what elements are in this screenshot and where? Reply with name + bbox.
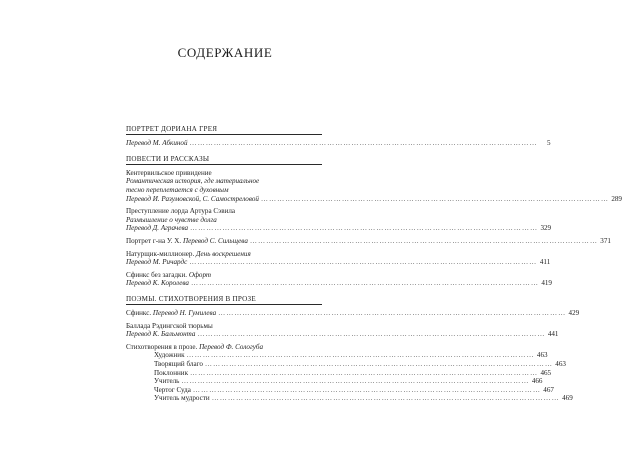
subentry-page-number: 463 (536, 351, 548, 360)
entry-subtitle: тесно переплетается с духовным (126, 185, 229, 194)
toc-entry-prose-poems (126, 342, 573, 403)
section-rule (126, 134, 322, 135)
dot-leader: ………………………………………………………………………………………………………………… (189, 258, 538, 267)
entry-title: Стихотворения в прозе. (126, 342, 198, 351)
entry-title: Портрет г-на У. Х. (126, 236, 182, 245)
toc-entry-dorian (126, 139, 551, 148)
entry-title: Натурщик-миллионер. (126, 249, 195, 258)
toc-entry-millionaire (126, 249, 551, 267)
page-title: СОДЕРЖАНИЕ (177, 45, 273, 60)
section-rule (126, 304, 322, 305)
table-of-contents (126, 125, 622, 403)
entry-translation: Перевод С. Сильщева (182, 236, 248, 245)
subentry-title: Учитель мудрости (154, 394, 210, 403)
dot-leader: ………………………………………………………………………………………………………………… (190, 224, 539, 233)
subentry-title: Творящий благо (154, 359, 203, 368)
dot-leader: ………………………………………………………………………………………………………………… (186, 351, 535, 360)
toc-subentry (126, 385, 554, 395)
entry-translation: Перевод Д. Аграчева (126, 224, 189, 233)
subentry-title: Поклонник (154, 368, 189, 377)
entry-title: Баллада Рэдингской тюрьмы (126, 321, 213, 330)
subentry-page-number: 465 (540, 368, 552, 377)
toc-entry-sphinx-secret (126, 270, 552, 288)
entry-title: Кентервильское привидение (126, 168, 212, 177)
toc-entry-portrait-wh (126, 236, 611, 246)
subentry-page-number: 467 (543, 385, 554, 394)
entry-title: Сфинкс. (126, 309, 152, 317)
entry-page-number: 419 (541, 279, 552, 288)
dot-leader: ………………………………………………………………………………………………………………… (189, 139, 538, 148)
subentry-title: Художник (154, 351, 185, 360)
dot-leader: ………………………………………………………………………………………………………………… (181, 377, 530, 386)
dot-leader: ………………………………………………………………………………………………………………… (211, 394, 560, 403)
dot-leader: ………………………………………………………………………………………………………………… (249, 236, 598, 245)
dot-leader: ………………………………………………………………………………………………………………… (190, 368, 539, 377)
subentry-title: Учитель (154, 377, 180, 386)
entry-translation: Перевод И. Разумовской, С. Самостреловой (126, 194, 259, 203)
entry-subtitle: Размышление о чувстве долга (126, 215, 217, 224)
section-heading-stories: ПОВЕСТИ И РАССКАЗЫ (126, 154, 210, 163)
dot-leader: ………………………………………………………………………………………………………………… (192, 385, 541, 394)
section-rule (126, 164, 322, 165)
entry-page-number: 5 (546, 139, 551, 148)
section-heading-poems: ПОЭМЫ. СТИХОТВОРЕНИЯ В ПРОЗЕ (126, 294, 256, 303)
entry-translation: Перевод К. Королева (126, 279, 189, 288)
toc-subentry (126, 377, 543, 386)
toc-subentry (126, 351, 548, 360)
entry-title: Сфинкс без загадки. (126, 270, 188, 279)
toc-subentry (126, 368, 552, 378)
entry-title: Преступление лорда Артура Сэвила (126, 207, 236, 216)
entry-translation: Перевод К. Бальмонта (126, 330, 196, 339)
entry-page-number: 411 (539, 258, 551, 267)
entry-subtitle: Офорт (188, 270, 212, 279)
dot-leader: ………………………………………………………………………………………………………………… (204, 359, 553, 368)
entry-page-number: 441 (547, 330, 559, 339)
dot-leader: ………………………………………………………………………………………………………………… (260, 194, 609, 203)
toc-entry-ballad (126, 321, 559, 339)
subentry-page-number: 463 (555, 359, 566, 368)
dot-leader: ………………………………………………………………………………………………………………… (197, 330, 546, 339)
toc-entry-sphinx (126, 309, 580, 318)
subentry-page-number: 466 (531, 377, 543, 386)
section-heading-dorian: ПОРТРЕТ ДОРИАНА ГРЕЯ (126, 125, 218, 133)
entry-translation: Перевод М. Абкиной (126, 139, 188, 148)
toc-subentry (126, 359, 566, 369)
subentry-title: Чертог Суда (154, 385, 191, 394)
subentry-page-number: 469 (562, 394, 573, 403)
entry-translation: Перевод М. Ричардс (126, 258, 188, 267)
toc-subentry (126, 394, 573, 403)
entry-page-number: 289 (611, 194, 622, 203)
entry-subtitle: Романтическая история, где материальное (126, 177, 260, 186)
entry-page-number: 371 (600, 236, 611, 245)
entry-translation: Перевод Ф. Сологуба (199, 342, 263, 351)
entry-page-number: 329 (540, 224, 552, 233)
dot-leader: ………………………………………………………………………………………………………………… (190, 279, 539, 288)
entry-translation: Перевод Н. Гумилева (152, 309, 217, 317)
toc-entry-savile (126, 207, 552, 233)
entry-subtitle: День воскрешения (196, 249, 251, 258)
toc-entry-canterville (126, 168, 622, 203)
dot-leader: ………………………………………………………………………………………………………………… (218, 309, 567, 317)
entry-page-number: 429 (568, 309, 580, 317)
